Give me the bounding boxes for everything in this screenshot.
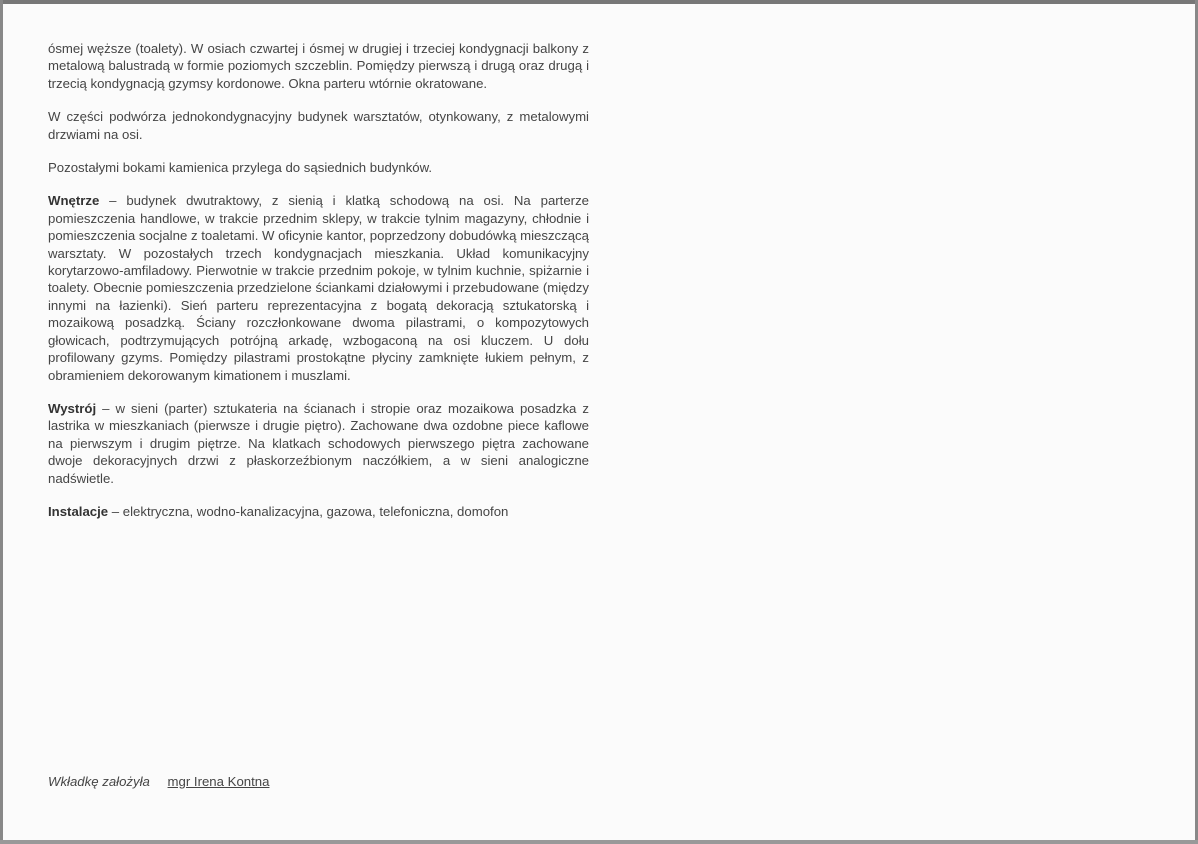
paragraph-text: – budynek dwutraktowy, z sienią i klatką schodową na osi. Na parterze pomieszczenia handlowe, w trakcie przednim sklepy, w trakcie tylnim magazyny, chłodnie i pomieszczenia socjalne z toaletami. W oficynie kantor, poprzedzony dobudówką mieszczącą warsztaty. W pozostałych trzech kondygnacjach mieszkania. Układ komunikacyjny korytarzowo-amfiladowy. Pierwotnie w trakcie przednim pokoje, w tylnim kuchnie, spiżarnie i toalety. Obecnie pomieszczenia przedzielone ściankami działowymi i przebudowane (między innymi na łazienki). Sień parteru reprezentacyjna z bogatą dekoracją sztukatorską i mozaikową posadzką. Ściany rozczłonkowane dwoma pilastrami, o kompozytowych głowicach, podtrzymujących potrójną arkadę, wzbogaconą na osi kluczem. U dołu profilowany gzyms. Pomiędzy pilastrami prostokątne płyciny zamknięte łukiem pełnym, z obramieniem dekorowanym kimationem i muszlami. xyxy=(48,193,589,383)
section-label-interior: Wnętrze xyxy=(48,193,100,209)
signature-label: Wkładkę założyła xyxy=(48,774,150,789)
section-label-decor: Wystrój xyxy=(48,400,97,416)
paragraph-neighbours xyxy=(48,159,589,176)
paragraph-interior xyxy=(48,192,589,383)
paragraph-workshop xyxy=(48,108,589,143)
signature-line xyxy=(48,774,269,789)
paragraph-text: – w sieni (parter) sztukateria na ścianach i stropie oraz mozaikowa posadzka z lastrika w mieszkaniach (pierwsze i drugie piętro). Zachowane dwa ozdobne piece kaflowe na pierwszym i drugim piętrze. Na klatkach schodowych pierwszego piętra zachowane dwoje dekoracyjnych drzwi z płaskorzeźbionym naczółkiem, a w sieni analogiczne nadświetle. xyxy=(48,400,589,486)
document-body xyxy=(48,40,589,536)
paragraph-decor xyxy=(48,400,589,487)
paragraph-text: W części podwórza jednokondygnacyjny budynek warsztatów, otynkowany, z metalowymi drzwiami na osi. xyxy=(48,109,589,142)
paragraph-text: – elektryczna, wodno-kanalizacyjna, gazowa, telefoniczna, domofon xyxy=(108,503,509,519)
scan-border-top xyxy=(0,0,1198,4)
paragraph-text: ósmej węższe (toalety). W osiach czwartej i ósmej w drugiej i trzeciej kondygnacji balkony z metalową balustradą w formie poziomych szczeblin. Pomiędzy pierwszą i drugą oraz drugą i trzecią kondygnacją gzymsy kordonowe. Okna parteru wtórnie okratowane. xyxy=(48,41,589,91)
paragraph-text: Pozostałymi bokami kamienica przylega do sąsiednich budynków. xyxy=(48,160,433,176)
scan-border-bottom xyxy=(0,840,1198,844)
section-label-installations: Instalacje xyxy=(48,503,109,519)
signature-name: mgr Irena Kontna xyxy=(167,774,270,789)
paragraph-facade xyxy=(48,40,589,92)
scan-border-left xyxy=(0,0,3,844)
paragraph-installations xyxy=(48,503,589,520)
